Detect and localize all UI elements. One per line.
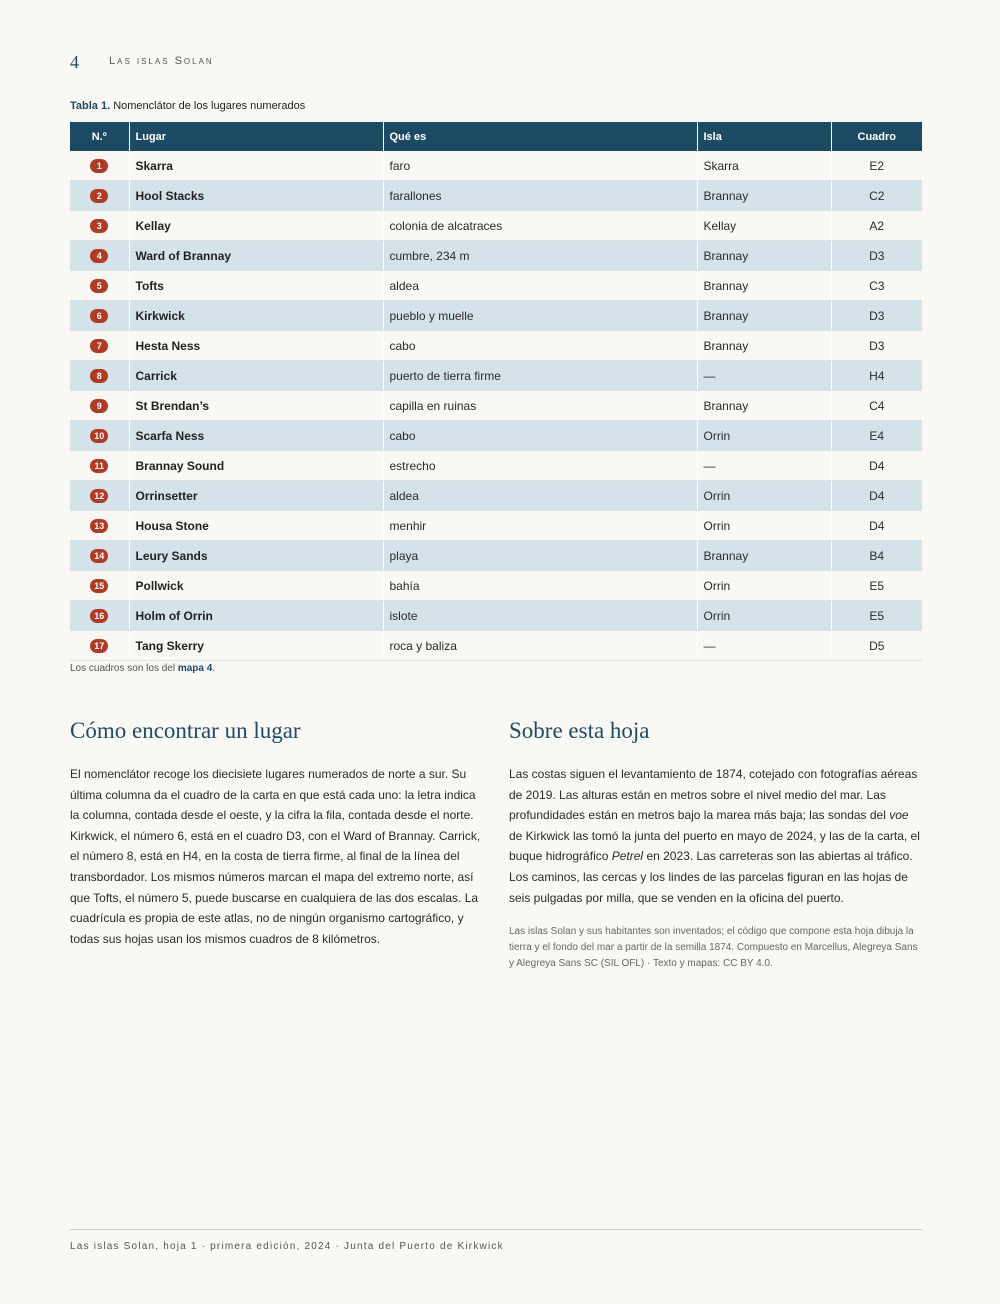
number-badge: 6 — [90, 309, 108, 323]
cell-place: Pollwick — [129, 571, 383, 601]
number-badge: 16 — [90, 609, 108, 623]
cell-what: estrecho — [383, 451, 697, 481]
table-row — [70, 571, 922, 601]
number-badge: 1 — [90, 159, 108, 173]
cell-grid: E4 — [831, 421, 922, 451]
cell-island: Kellay — [697, 211, 831, 241]
cell-place: Skarra — [129, 151, 383, 181]
number-badge: 5 — [90, 279, 108, 293]
cell-place: Brannay Sound — [129, 451, 383, 481]
cell-what: aldea — [383, 481, 697, 511]
cell-island: — — [697, 631, 831, 661]
cell-island: Brannay — [697, 391, 831, 421]
cell-grid: D3 — [831, 331, 922, 361]
cell-grid: D3 — [831, 241, 922, 271]
number-badge: 9 — [90, 399, 108, 413]
cell-place: Scarfa Ness — [129, 421, 383, 451]
cell-island: Orrin — [697, 421, 831, 451]
cell-number — [70, 391, 129, 421]
number-badge: 12 — [90, 489, 108, 503]
table-caption-label: Tabla 1. — [70, 100, 111, 112]
table-note-text: Los cuadros son los del — [70, 663, 178, 674]
cell-number — [70, 451, 129, 481]
table-row — [70, 601, 922, 631]
number-badge: 17 — [90, 639, 108, 653]
cell-what: pueblo y muelle — [383, 301, 697, 331]
cell-number — [70, 511, 129, 541]
table-row — [70, 181, 922, 211]
body-text: Las costas siguen el levantamiento de 1874, cotejado con fotografías aéreas de 2019. Las alturas están en metros sobre el nivel medio del mar. Las profundidades están en metros bajo la marea más baja; las sondas del — [509, 767, 918, 823]
number-badge: 11 — [90, 459, 108, 473]
table-row — [70, 241, 922, 271]
table-row — [70, 481, 922, 511]
fine-print: Las islas Solan y sus habitantes son inventados; el código que compone esta hoja dibuja la tierra y el fondo del mar a partir de la semilla 1874. Compuesto en Marcellus, Alegreya Sans y Alegreya Sans SC (SIL OFL) · Texto y mapas: CC BY 4.0. — [509, 926, 918, 970]
cell-grid: C2 — [831, 181, 922, 211]
table-row — [70, 331, 922, 361]
cell-what: roca y baliza — [383, 631, 697, 661]
cell-what: capilla en ruinas — [383, 391, 697, 421]
cell-island: Orrin — [697, 601, 831, 631]
footer-divider — [70, 1229, 922, 1230]
gazetteer-table — [70, 122, 922, 661]
cell-island: — — [697, 361, 831, 391]
table-row — [70, 451, 922, 481]
cell-island: Brannay — [697, 181, 831, 211]
cell-grid: D4 — [831, 481, 922, 511]
column-header-number: N.º — [70, 122, 129, 151]
cell-what: playa — [383, 541, 697, 571]
number-badge: 14 — [90, 549, 108, 563]
column-header-place: Lugar — [129, 122, 383, 151]
cell-grid: D5 — [831, 631, 922, 661]
cell-island: — — [697, 451, 831, 481]
number-badge: 8 — [90, 369, 108, 383]
section-body — [509, 764, 921, 908]
cell-place: Tofts — [129, 271, 383, 301]
cell-island: Orrin — [697, 571, 831, 601]
cell-grid: E2 — [831, 151, 922, 181]
cell-place: Kellay — [129, 211, 383, 241]
table-row — [70, 631, 922, 661]
cell-place: Hool Stacks — [129, 181, 383, 211]
number-badge: 2 — [90, 189, 108, 203]
table-row — [70, 361, 922, 391]
map-reference: mapa 4 — [177, 663, 213, 674]
cell-place: Carrick — [129, 361, 383, 391]
cell-what: cabo — [383, 331, 697, 361]
cell-grid: E5 — [831, 571, 922, 601]
table-header-row — [70, 122, 922, 151]
cell-number — [70, 211, 129, 241]
cell-island: Brannay — [697, 541, 831, 571]
cell-grid: H4 — [831, 361, 922, 391]
cell-place: Holm of Orrin — [129, 601, 383, 631]
body-italic-ship-name: Petrel — [611, 849, 644, 864]
table-row — [70, 541, 922, 571]
cell-number — [70, 631, 129, 661]
cell-place: Tang Skerry — [129, 631, 383, 661]
cell-number — [70, 541, 129, 571]
table-note-end: . — [212, 663, 216, 674]
number-badge: 15 — [90, 579, 108, 593]
cell-place: St Brendan’s — [129, 391, 383, 421]
column-header-grid: Cuadro — [831, 122, 922, 151]
cell-what: aldea — [383, 271, 697, 301]
body-italic-term: voe — [889, 808, 909, 823]
cell-number — [70, 241, 129, 271]
cell-number — [70, 301, 129, 331]
table-row — [70, 151, 922, 181]
section-find-place — [70, 718, 482, 949]
cell-island: Skarra — [697, 151, 831, 181]
table-row — [70, 301, 922, 331]
number-badge: 13 — [90, 519, 108, 533]
cell-number — [70, 361, 129, 391]
table-caption — [70, 100, 305, 112]
cell-island: Brannay — [697, 331, 831, 361]
column-header-what: Qué es — [383, 122, 697, 151]
page-footer: Las islas Solan, hoja 1 · primera edición, 2024 · Junta del Puerto de Kirkwick — [70, 1241, 504, 1252]
cell-grid: A2 — [831, 211, 922, 241]
cell-what: cumbre, 234 m — [383, 241, 697, 271]
cell-island: Brannay — [697, 271, 831, 301]
page-number: 4 — [70, 52, 79, 72]
cell-grid: D4 — [831, 511, 922, 541]
table-row — [70, 511, 922, 541]
table-row — [70, 391, 922, 421]
number-badge: 10 — [90, 429, 108, 443]
cell-grid: B4 — [831, 541, 922, 571]
cell-number — [70, 481, 129, 511]
running-title: Las islas Solan — [109, 55, 214, 67]
number-badge: 3 — [90, 219, 108, 233]
section-body: El nomenclátor recoge los diecisiete lugares numerados de norte a sur. Su última columna da el cuadro de la carta en que está cada uno: la letra indica la columna, contada desde el oeste, y la cifra la fila, contada desde el norte. Kirkwick, el número 6, está en el cuadro D3, con el Ward of Brannay. Carrick, el número 8, está en H4, en la costa de tierra firme, al final de la línea del transbordador. Los mismos números marcan el mapa del extremo norte, así que Tofts, el número 5, puede buscarse en cualquiera de las dos escalas. La cuadrícula es propia de este atlas, no de ningún organismo cartográfico, y todas sus hojas usan los mismos cuadros de 8 kilómetros. — [70, 767, 481, 946]
body-text: de Kirkwick las tomó la junta del puerto en mayo de 2024, y las de la carta, el buque hidrográfico — [509, 828, 920, 864]
cell-island: Orrin — [697, 481, 831, 511]
cell-what: islote — [383, 601, 697, 631]
cell-number — [70, 181, 129, 211]
table-row — [70, 421, 922, 451]
cell-what: menhir — [383, 511, 697, 541]
cell-what: colonia de alcatraces — [383, 211, 697, 241]
cell-grid: D3 — [831, 301, 922, 331]
cell-island: Brannay — [697, 301, 831, 331]
cell-number — [70, 271, 129, 301]
cell-grid: E5 — [831, 601, 922, 631]
table-row — [70, 271, 922, 301]
cell-number — [70, 421, 129, 451]
cell-place: Housa Stone — [129, 511, 383, 541]
body-text: en 2023. Las carreteras son las abiertas al tráfico. Los caminos, las cercas y los lindes de las parcelas figuran en las hojas de seis pulgadas por milla, que se venden en la oficina del puerto. — [509, 849, 913, 905]
number-badge: 7 — [90, 339, 108, 353]
column-header-island: Isla — [697, 122, 831, 151]
cell-grid: C3 — [831, 271, 922, 301]
section-heading: Sobre esta hoja — [509, 718, 650, 743]
table-caption-text: Nomenclátor de los lugares numerados — [110, 100, 306, 112]
cell-number — [70, 601, 129, 631]
cell-grid: D4 — [831, 451, 922, 481]
section-about-sheet — [509, 718, 921, 972]
cell-what: faro — [383, 151, 697, 181]
section-heading: Cómo encontrar un lugar — [70, 718, 301, 743]
cell-island: Orrin — [697, 511, 831, 541]
cell-number — [70, 151, 129, 181]
table-row — [70, 211, 922, 241]
cell-place: Leury Sands — [129, 541, 383, 571]
cell-place: Orrinsetter — [129, 481, 383, 511]
cell-what: bahía — [383, 571, 697, 601]
cell-what: cabo — [383, 421, 697, 451]
cell-what: farallones — [383, 181, 697, 211]
cell-place: Ward of Brannay — [129, 241, 383, 271]
cell-number — [70, 571, 129, 601]
cell-island: Brannay — [697, 241, 831, 271]
cell-number — [70, 331, 129, 361]
table-note — [70, 663, 215, 674]
number-badge: 4 — [90, 249, 108, 263]
cell-place: Kirkwick — [129, 301, 383, 331]
cell-what: puerto de tierra firme — [383, 361, 697, 391]
cell-grid: C4 — [831, 391, 922, 421]
cell-place: Hesta Ness — [129, 331, 383, 361]
